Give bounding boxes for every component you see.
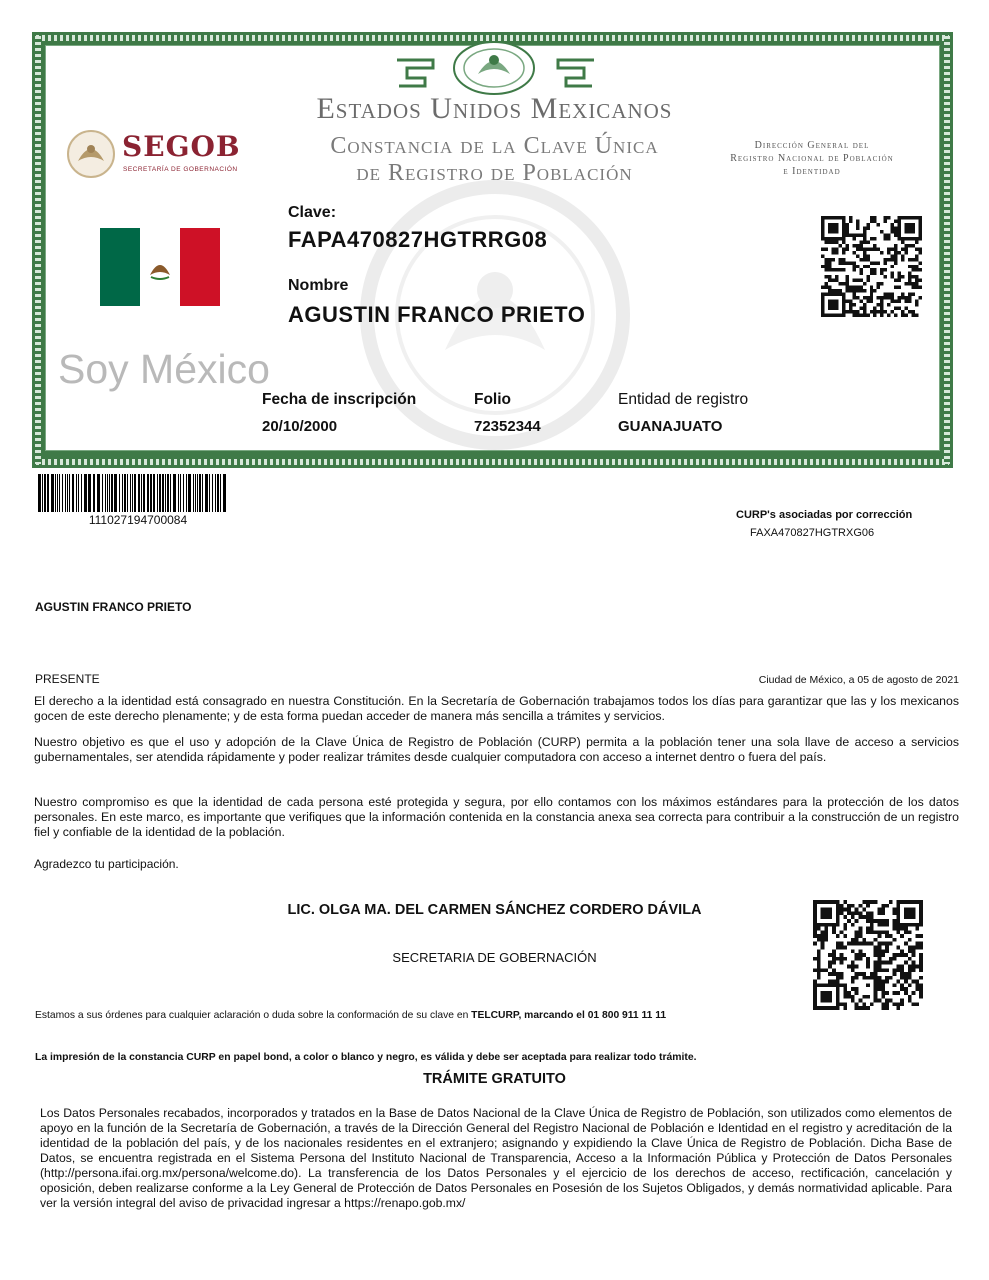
coat-of-arms-icon <box>448 34 540 96</box>
contact-note <box>35 1010 666 1021</box>
letter-thanks: Agradezco tu participación. <box>34 857 179 871</box>
letter-paragraph-2: Nuestro objetivo es que el uso y adopción de la Clave Única de Registro de Población (CURP) permita a la población tener una sola llave de acceso a servicios gubernamentales, ser atendida rápidamente y poder realizar trámites desde cualquier computadora con acceso a internet dentro o fuera del país. <box>34 735 959 764</box>
soy-mexico-slogan: Soy México <box>58 346 270 392</box>
letter-place-date: Ciudad de México, a 05 de agosto de 2021 <box>758 674 959 686</box>
segob-logo-subtitle: SECRETARÍA DE GOBERNACIÓN <box>123 166 238 173</box>
flag-white-stripe <box>140 228 180 306</box>
border-pattern-bottom <box>36 459 949 465</box>
letter-paragraph-3: Nuestro compromiso es que la identidad de cada persona esté protegida y segura, por ello contamos con los máximos estándares para la protección de los datos personales. En este marco, es importante que verifiques que la información contenida en la constancia anexa sea correcta para contribuir a la construcción de un registro fiel y confiable de la identidad de la población. <box>34 795 959 839</box>
letter-qr-code <box>813 899 923 1011</box>
fecha-label: Fecha de inscripción <box>262 391 417 408</box>
entidad-value: GUANAJUATO <box>618 418 723 435</box>
associated-curp-heading: CURP's asociadas por corrección <box>736 509 913 521</box>
nombre-label: Nombre <box>288 277 349 294</box>
flag-red-stripe <box>180 228 220 306</box>
agency-line: Registro Nacional de Población <box>730 153 894 164</box>
agency-line: e Identidad <box>783 166 841 177</box>
segob-emblem-icon <box>66 129 116 179</box>
telcurp-phone: TELCURP, marcando el 01 800 911 11 11 <box>471 1010 667 1021</box>
contact-note-text: Estamos a sus órdenes para cualquier aclaración o duda sobre la conformación de su clave en <box>35 1010 472 1021</box>
free-procedure-heading: TRÁMITE GRATUITO <box>423 1071 566 1087</box>
letter-salutation: PRESENTE <box>35 672 100 686</box>
agency-renapo <box>712 139 912 178</box>
flag-eagle-icon <box>146 253 174 281</box>
ornament-right-icon <box>556 56 596 94</box>
mexico-flag <box>100 228 220 306</box>
letter-addressee: AGUSTIN FRANCO PRIETO <box>35 600 192 614</box>
letter-paragraph-1: El derecho a la identidad está consagrado en nuestra Constitución. En la Secretaría de Gobernación trabajamos todos los días para garantizar que las y los mexicanos gocen de este derecho plenamente; y de esta forma puedan acceder de manera más sencilla a trámites y servicios. <box>34 694 959 723</box>
ornament-left-icon <box>395 56 435 94</box>
signer-title: SECRETARIA DE GOBERNACIÓN <box>392 950 597 965</box>
signer-name: LIC. OLGA MA. DEL CARMEN SÁNCHEZ CORDERO DÁVILA <box>287 902 702 918</box>
printing-validity-note: La impresión de la constancia CURP en papel bond, a color o blanco y negro, es válida y debe ser aceptada para realizar todo trámite. <box>35 1052 697 1063</box>
fecha-value: 20/10/2000 <box>262 418 338 435</box>
nombre-value: AGUSTIN FRANCO PRIETO <box>288 302 586 327</box>
privacy-notice: Los Datos Personales recabados, incorporados y tratados en la Base de Datos Nacional de la Clave Única de Registro de Población, son utilizados como elementos de apoyo en la función de la Secretaría de Gobernación, a través de la Dirección General del Registro Nacional de Población e Identidad en el registro y acreditación de la identidad de la población del país, y de los nacionales residentes en el extranjero; asignando y expidiendo la Clave Única de Registro de Población. Dicha Base de Datos, se encuentra registrada en el Sistema Persona del Instituto Nacional de Transparencia, Acceso a la Información Pública y Protección de Datos Personales (http://persona.ifai.org.mx/persona/welcome.do). La transferencia de los Datos Personales y el ejercicio de los derechos de acceso, rectificación, cancelación y oposición, deben realizarse conforme a la Ley General de Protección de Datos Personales en Posesión de los Sujetos Obligados, y demás normatividad aplicable. Para ver la versión integral del aviso de privacidad ingresar a https://renapo.gob.mx/ <box>40 1106 952 1210</box>
title-country: Estados Unidos Mexicanos <box>316 92 673 125</box>
barcode <box>38 474 228 512</box>
certificate-qr-code <box>821 216 922 317</box>
folio-value: 72352344 <box>474 418 541 435</box>
barcode-number: 111027194700084 <box>88 513 188 527</box>
agency-line: Dirección General del <box>754 140 870 151</box>
segob-logo-text: SEGOB <box>122 130 241 163</box>
clave-value: FAPA470827HGTRRG08 <box>288 227 548 252</box>
clave-label: Clave: <box>288 204 337 221</box>
title-registro: de Registro de Población <box>356 160 633 186</box>
title-constancia: Constancia de la Clave Única <box>330 133 659 159</box>
associated-curp-value: FAXA470827HGTRXG06 <box>750 527 875 539</box>
folio-label: Folio <box>474 391 512 408</box>
entidad-label: Entidad de registro <box>618 391 749 408</box>
flag-green-stripe <box>100 228 140 306</box>
